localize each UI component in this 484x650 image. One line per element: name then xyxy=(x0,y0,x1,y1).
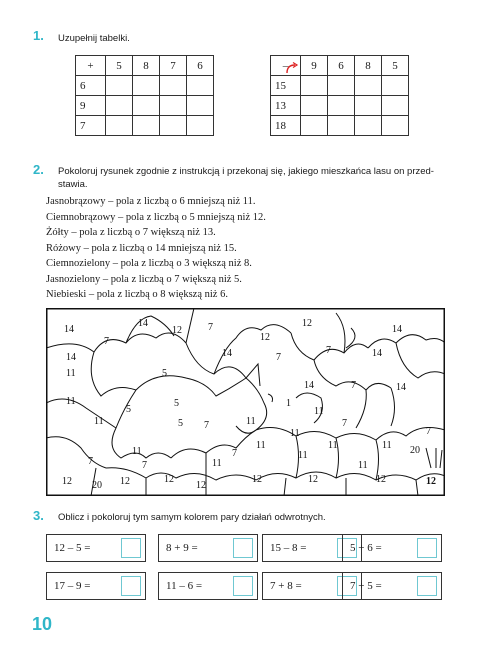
answer-cell[interactable] xyxy=(301,116,328,136)
answer-box[interactable] xyxy=(121,576,141,596)
subtraction-table xyxy=(270,55,409,136)
answer-cell[interactable] xyxy=(160,96,187,116)
answer-cell[interactable] xyxy=(301,96,328,116)
picture-number: 5 xyxy=(126,404,131,415)
picture-number: 11 xyxy=(256,440,266,451)
rule-dark-green: Ciemnozielony – pola z liczbą o 3 większą niż 8. xyxy=(46,258,252,269)
picture-number: 11 xyxy=(212,458,222,469)
picture-number: 7 xyxy=(351,380,356,391)
addition-column-header: 7 xyxy=(160,56,187,76)
picture-number: 11 xyxy=(314,406,324,417)
answer-cell[interactable] xyxy=(133,116,160,136)
addition-row-header: 7 xyxy=(76,116,106,136)
rule-light-green: Jasnozielony – pola z liczbą o 7 większą niż 5. xyxy=(46,273,242,285)
equation-text: 12 – 5 = xyxy=(54,542,91,554)
addition-row-header: 6 xyxy=(76,76,106,96)
picture-number: 11 xyxy=(358,460,368,471)
answer-box[interactable] xyxy=(121,538,141,558)
picture-number: 5 xyxy=(178,418,183,429)
task-2-instruction: Pokoloruj rysunek zgodnie z instrukcją i przekonaj się, jakiego mieszkańca lasu on przed-stawia. xyxy=(58,166,434,190)
picture-number: 5 xyxy=(174,398,179,409)
equation-text: 5 + 6 = xyxy=(350,542,382,554)
picture-number: 7 xyxy=(276,352,281,363)
subtraction-row-header: 15 xyxy=(271,76,301,96)
picture-number: 14 xyxy=(64,324,74,335)
picture-number: 14 xyxy=(372,348,382,359)
subtraction-column-header: 6 xyxy=(328,56,355,76)
picture-number: 12 xyxy=(164,474,174,485)
addition-column-header: 5 xyxy=(106,56,133,76)
picture-number: 7 xyxy=(232,448,237,459)
picture-number: 14 xyxy=(138,318,148,329)
answer-cell[interactable] xyxy=(187,76,214,96)
answer-cell[interactable] xyxy=(382,96,409,116)
picture-number: 11 xyxy=(382,440,392,451)
rule-yellow: Żółty – pola z liczbą o 7 większą niż 13. xyxy=(46,227,216,238)
picture-number: 12 xyxy=(120,476,130,487)
equation-box xyxy=(158,534,258,562)
answer-cell[interactable] xyxy=(355,76,382,96)
picture-number: 7 xyxy=(326,345,331,356)
equation-text: 17 – 9 = xyxy=(54,580,91,592)
subtraction-operator xyxy=(271,56,301,76)
arrow-icon xyxy=(282,59,299,74)
answer-cell[interactable] xyxy=(160,116,187,136)
rule-dark-brown: Ciemnobrązowy – pola z liczbą o 5 mniejszą niż 12. xyxy=(46,211,266,223)
picture-number: 14 xyxy=(392,324,402,335)
answer-cell[interactable] xyxy=(382,116,409,136)
picture-number: 12 xyxy=(252,474,262,485)
picture-number: 12 xyxy=(172,325,182,336)
rule-blue: Niebieski – pola z liczbą o 8 większą niż 6. xyxy=(46,289,228,300)
equation-box xyxy=(158,572,258,600)
answer-cell[interactable] xyxy=(355,96,382,116)
addition-table xyxy=(75,55,214,136)
coloring-picture[interactable] xyxy=(46,308,445,496)
subtraction-row-header: 18 xyxy=(271,116,301,136)
answer-cell[interactable] xyxy=(328,116,355,136)
picture-number: 11 xyxy=(132,446,142,457)
task-3-number: 3. xyxy=(33,508,44,523)
picture-number: 7 xyxy=(88,456,93,467)
picture-number: 11 xyxy=(246,416,256,427)
equation-text: 8 + 9 = xyxy=(166,542,198,554)
answer-cell[interactable] xyxy=(187,116,214,136)
picture-number: 12 xyxy=(302,318,312,329)
task-1-number: 1. xyxy=(33,28,44,43)
answer-cell[interactable] xyxy=(106,116,133,136)
equation-text: 7 + 5 = xyxy=(350,580,382,592)
answer-cell[interactable] xyxy=(382,76,409,96)
picture-number: 14 xyxy=(396,382,406,393)
picture-number: 7 xyxy=(104,336,109,347)
task-3-instruction: Oblicz i pokoloruj tym samym kolorem pary działań odwrotnych. xyxy=(58,512,326,523)
equation-box xyxy=(342,534,442,562)
answer-box[interactable] xyxy=(233,538,253,558)
equation-box xyxy=(342,572,442,600)
answer-cell[interactable] xyxy=(301,76,328,96)
picture-number: 20 xyxy=(410,445,420,456)
picture-number: 12 xyxy=(308,474,318,485)
page-number: 10 xyxy=(32,614,53,634)
picture-number: 1 xyxy=(286,398,291,409)
answer-cell[interactable] xyxy=(187,96,214,116)
subtraction-row-header: 13 xyxy=(271,96,301,116)
subtraction-column-header: 8 xyxy=(355,56,382,76)
picture-number: 14 xyxy=(66,352,76,363)
picture-number: 12 xyxy=(426,476,436,487)
answer-cell[interactable] xyxy=(355,116,382,136)
answer-cell[interactable] xyxy=(328,76,355,96)
answer-cell[interactable] xyxy=(133,76,160,96)
task-2-number: 2. xyxy=(33,162,44,177)
picture-number: 20 xyxy=(92,480,102,491)
equation-text: 15 – 8 = xyxy=(270,542,307,554)
answer-cell[interactable] xyxy=(133,96,160,116)
rule-pink: Różowy – pola z liczbą o 14 mniejszą niż 15. xyxy=(46,242,237,254)
answer-cell[interactable] xyxy=(328,96,355,116)
picture-number: 12 xyxy=(376,474,386,485)
picture-number: 11 xyxy=(66,368,76,379)
subtraction-operator-sign: – xyxy=(282,59,289,72)
equation-box xyxy=(46,572,146,600)
equation-box xyxy=(46,534,146,562)
picture-number: 11 xyxy=(328,440,338,451)
subtraction-column-header: 9 xyxy=(301,56,328,76)
picture-number: 12 xyxy=(196,480,206,491)
picture-number: 7 xyxy=(204,420,209,431)
task-1-instruction: Uzupełnij tabelki. xyxy=(58,33,130,44)
addition-column-header: 6 xyxy=(187,56,214,76)
answer-cell[interactable] xyxy=(106,96,133,116)
answer-cell[interactable] xyxy=(160,76,187,96)
picture-number: 12 xyxy=(260,332,270,343)
answer-box[interactable] xyxy=(233,576,253,596)
picture-number: 7 xyxy=(142,460,147,471)
subtraction-column-header: 5 xyxy=(382,56,409,76)
rule-light-brown: Jasnobrązowy – pola z liczbą o 6 mniejszą niż 11. xyxy=(46,196,256,207)
addition-operator: + xyxy=(76,56,106,76)
addition-column-header: 8 xyxy=(133,56,160,76)
picture-number: 14 xyxy=(222,348,232,359)
picture-number: 11 xyxy=(94,416,104,427)
picture-number: 7 xyxy=(208,322,213,333)
picture-number: 7 xyxy=(342,418,347,429)
picture-number: 11 xyxy=(290,428,300,439)
answer-box[interactable] xyxy=(417,576,437,596)
picture-number: 7 xyxy=(426,426,431,437)
coloring-rules xyxy=(46,194,266,303)
equation-text: 7 + 8 = xyxy=(270,580,302,592)
picture-number: 11 xyxy=(298,450,308,461)
picture-number: 5 xyxy=(162,368,167,379)
picture-number: 14 xyxy=(304,380,314,391)
equation-text: 11 – 6 = xyxy=(166,580,203,592)
picture-number: 12 xyxy=(62,476,72,487)
picture-number: 11 xyxy=(66,396,76,407)
addition-row-header: 9 xyxy=(76,96,106,116)
answer-cell[interactable] xyxy=(106,76,133,96)
answer-box[interactable] xyxy=(417,538,437,558)
